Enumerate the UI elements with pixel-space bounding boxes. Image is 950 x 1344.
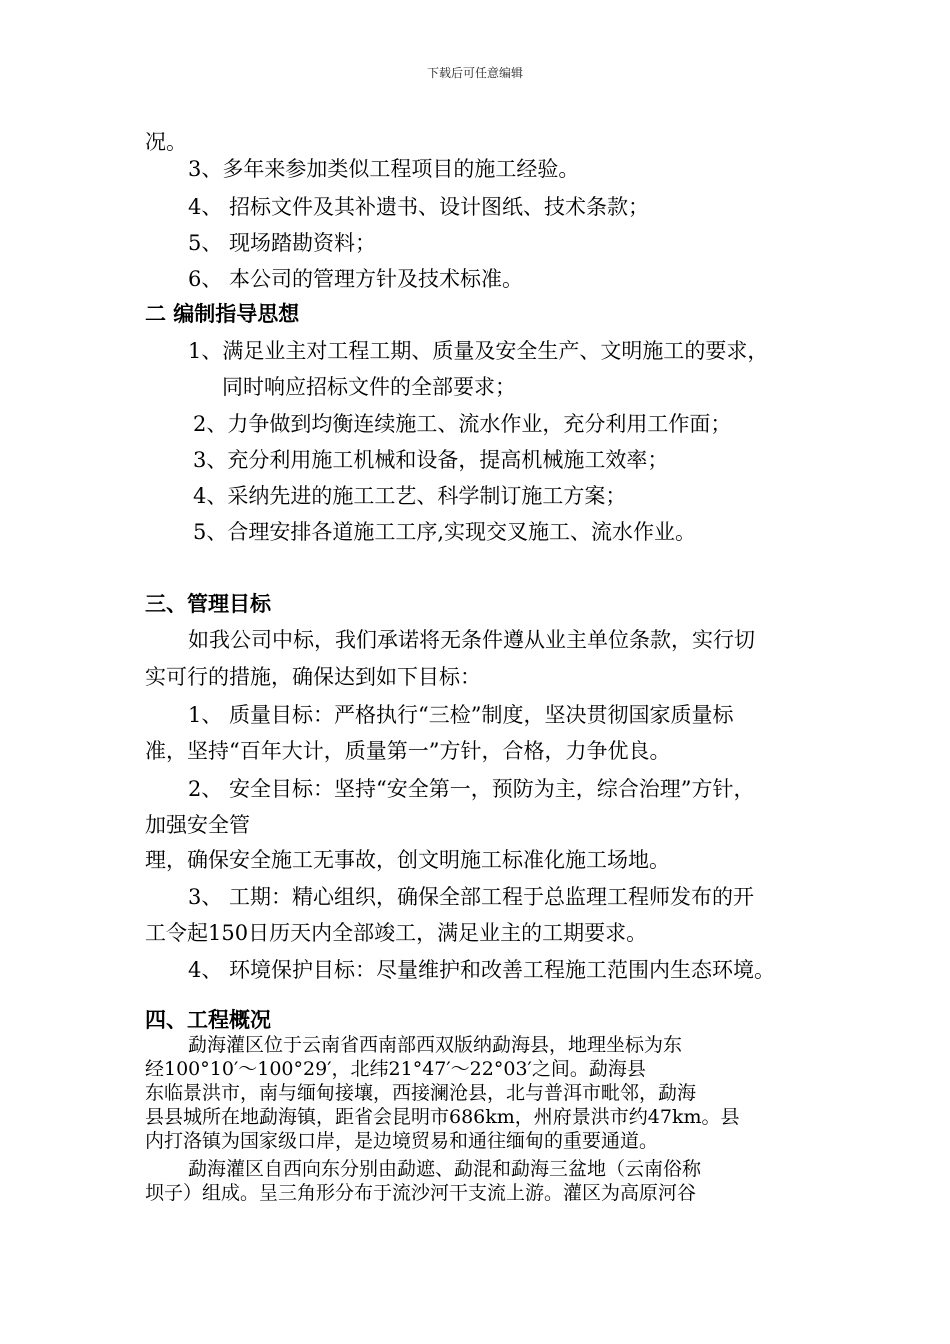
text-line: 2、 安全目标：坚持“安全第一，预防为主，综合治理”方针， xyxy=(188,777,755,801)
page-header: 下载后可任意编辑 xyxy=(426,66,523,80)
text-line: 4、 招标文件及其补遗书、设计图纸、技术条款； xyxy=(188,195,650,219)
text-line: 东临景洪市，南与缅甸接壤，西接澜沧县，北与普洱市毗邻，勐海 xyxy=(145,1082,697,1104)
text-line: 1、满足业主对工程工期、质量及安全生产、文明施工的要求， xyxy=(188,339,769,363)
text-line: 况。 xyxy=(145,130,187,154)
text-line: 理，确保安全施工无事故，创文明施工标准化施工场地。 xyxy=(145,848,670,872)
text-line: 4、采纳先进的施工工艺、科学制订施工方案； xyxy=(193,484,627,508)
text-line: 勐海灌区位于云南省西南部西双版纳勐海县，地理坐标为东 xyxy=(188,1034,683,1056)
section-heading: 二 编制指导思想 xyxy=(145,302,300,326)
section-heading: 四、工程概况 xyxy=(145,1008,271,1032)
text-line: 准，坚持“百年大计，质量第一”方针，合格，力争优良。 xyxy=(145,739,671,763)
text-line: 内打洛镇为国家级口岸，是边境贸易和通往缅甸的重要通道。 xyxy=(145,1130,659,1152)
text-line: 3、多年来参加类似工程项目的施工经验。 xyxy=(188,157,580,181)
text-line: 勐海灌区自西向东分别由勐遮、勐混和勐海三盆地（云南俗称 xyxy=(188,1158,702,1180)
text-line: 5、 现场踏勘资料； xyxy=(188,231,377,255)
text-line: 加强安全管 xyxy=(145,813,250,837)
text-line: 坝子）组成。呈三角形分布于流沙河干支流上游。灌区为高原河谷 xyxy=(145,1182,697,1204)
text-line: 工令起150日历天内全部竣工，满足业主的工期要求。 xyxy=(145,921,648,945)
text-line: 同时响应招标文件的全部要求； xyxy=(222,375,516,399)
text-line: 实可行的措施，确保达到如下目标： xyxy=(145,665,481,689)
section-heading: 三、管理目标 xyxy=(145,592,271,616)
text-line: 3、充分利用施工机械和设备，提高机械施工效率； xyxy=(193,448,669,472)
text-line: 如我公司中标，我们承诺将无条件遵从业主单位条款，实行切 xyxy=(188,628,755,652)
text-line: 2、力争做到均衡连续施工、流水作业，充分利用工作面； xyxy=(193,412,732,436)
text-line: 县县城所在地勐海镇，距省会昆明市686km，州府景洪市约47km。县 xyxy=(145,1106,740,1128)
text-line: 1、 质量目标：严格执行“三检”制度，坚决贯彻国家质量标 xyxy=(188,703,734,727)
text-line: 6、 本公司的管理方针及技术标准。 xyxy=(188,267,524,291)
text-line: 经100°10′～100°29′，北纬21°47′～22°03′之间。勐海县 xyxy=(145,1058,646,1080)
text-line: 3、 工期：精心组织，确保全部工程于总监理工程师发布的开 xyxy=(188,885,755,909)
text-line: 4、 环境保护目标：尽量维护和改善工程施工范围内生态环境。 xyxy=(188,958,776,982)
text-line: 5、合理安排各道施工工序,实现交叉施工、流水作业。 xyxy=(193,520,697,544)
